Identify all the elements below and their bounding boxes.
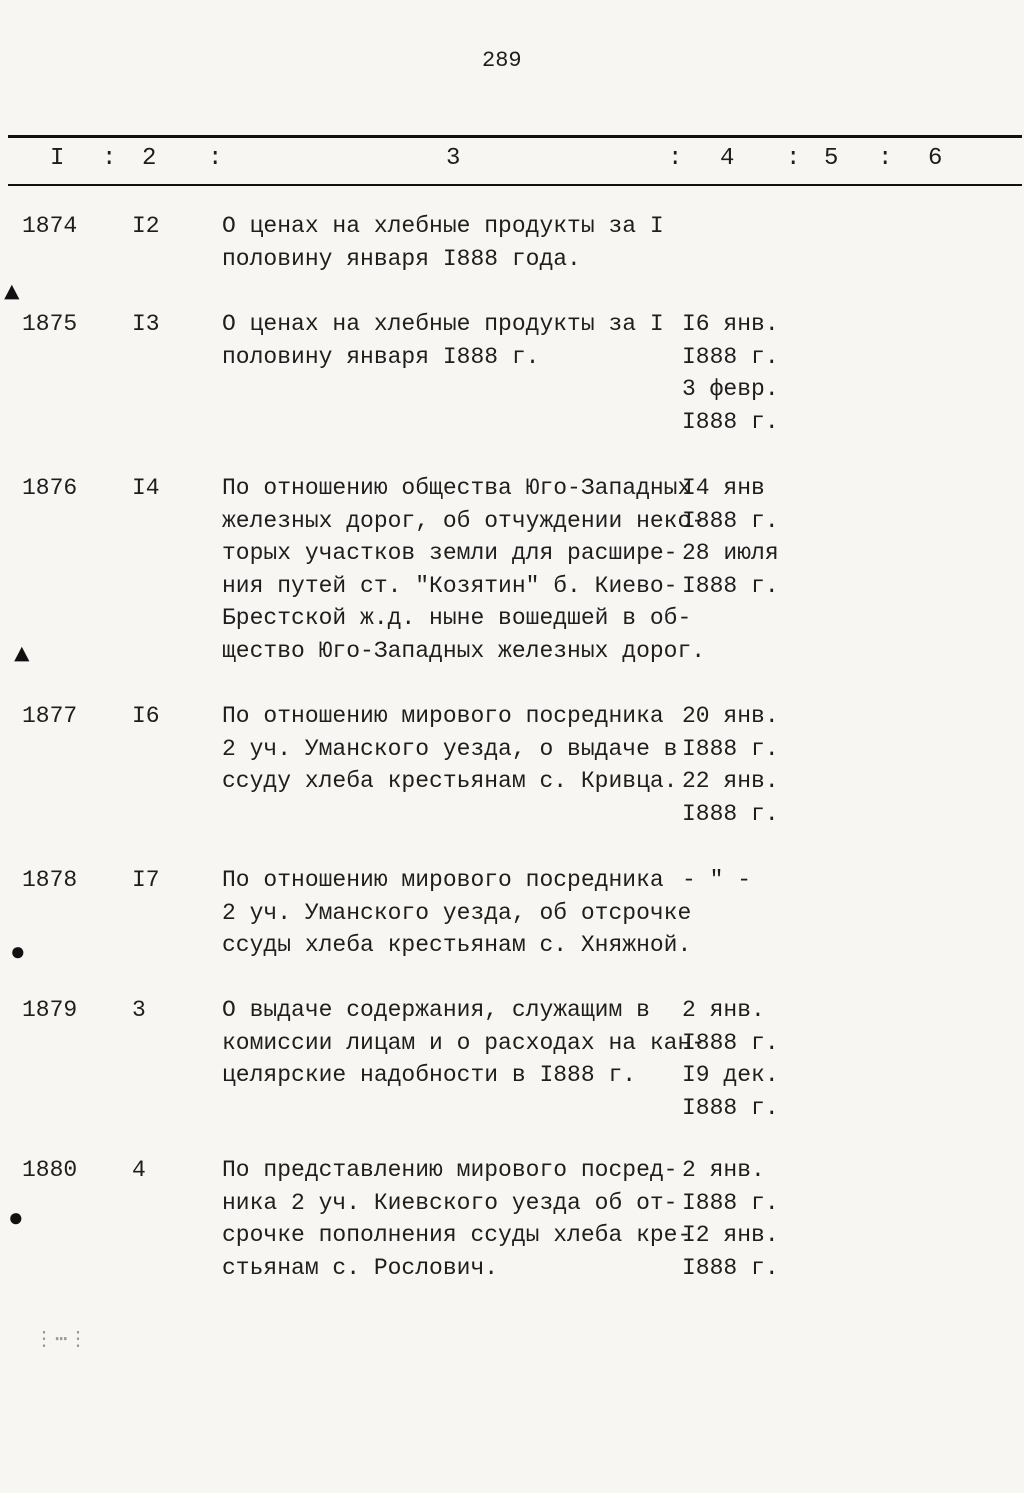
table-header-rule <box>8 184 1022 186</box>
record-sheet: I2 <box>132 213 160 239</box>
title-line: Брестской ж.д. ныне вошедшей в об- <box>222 605 692 631</box>
date-line: 28 июля <box>682 540 779 566</box>
date-line: I888 г. <box>682 408 779 435</box>
record-number: 1877 <box>22 703 78 729</box>
header-col1: I <box>50 145 65 172</box>
date-line: I888 г. <box>682 343 779 370</box>
record-sheet: 4 <box>132 1157 146 1183</box>
date-line: I888 г. <box>682 1029 779 1056</box>
title-line: 2 уч. Уманского уезда, об отсрочке <box>222 899 692 926</box>
title-line: торых участков земли для расшире- <box>222 540 678 566</box>
record-title <box>222 308 692 373</box>
record-sheet: 3 <box>132 997 146 1023</box>
record-sheet: I4 <box>132 475 160 501</box>
title-line: По отношению мирового посредника <box>222 867 664 893</box>
record-dates <box>682 994 812 1124</box>
title-line: О выдаче содержания, служащим в <box>222 997 650 1023</box>
record-title <box>222 210 692 275</box>
date-line: I888 г. <box>682 735 779 762</box>
title-line: срочке пополнения ссуды хлеба кре- <box>222 1222 692 1248</box>
record-sheet: I7 <box>132 867 160 893</box>
record-number: 1876 <box>22 475 78 501</box>
date-line: I888 г. <box>682 507 779 534</box>
record-dates <box>682 1154 812 1284</box>
record-number: 1879 <box>22 997 78 1023</box>
title-line: стьянам с. Рослович. <box>222 1254 499 1281</box>
faded-stamp-mark: ⋮⋯⋮ <box>34 1329 90 1352</box>
record-dates <box>682 308 812 438</box>
title-line: ссуды хлеба крестьянам с. Хняжной. <box>222 932 692 958</box>
title-line: По отношению мирового посредника <box>222 703 664 729</box>
record-title <box>222 700 692 798</box>
record-title <box>222 994 706 1092</box>
header-sep: : <box>102 145 117 172</box>
header-sep: : <box>208 145 223 172</box>
record-sheet: I6 <box>132 703 160 729</box>
record-dates <box>682 700 812 830</box>
date-line: I888 г. <box>682 1094 779 1121</box>
title-line: О ценах на хлебные продукты за I <box>222 213 664 239</box>
date-line: 2 янв. <box>682 997 765 1023</box>
column-header-row <box>0 145 1024 175</box>
header-sep: : <box>668 145 683 172</box>
binding-hole-mark: ▲ <box>14 640 30 670</box>
title-line: О ценах на хлебные продукты за I <box>222 311 664 337</box>
header-col4: 4 <box>720 145 735 172</box>
record-title <box>222 864 692 962</box>
record-number: 1878 <box>22 867 78 893</box>
date-line: I888 г. <box>682 572 779 599</box>
table-top-rule <box>8 135 1022 138</box>
date-line: 2 янв. <box>682 1157 765 1183</box>
date-line: I2 янв. <box>682 1222 779 1248</box>
title-line: половину января I888 г. <box>222 343 540 370</box>
header-col3: 3 <box>446 145 461 172</box>
record-number: 1875 <box>22 311 78 337</box>
title-line: По представлению мирового посред- <box>222 1157 678 1183</box>
record-dates <box>682 864 812 897</box>
date-line: I888 г. <box>682 1254 779 1281</box>
date-line: I4 янв <box>682 475 765 501</box>
record-dates <box>682 472 812 602</box>
title-line: комиссии лицам и о расходах на кан- <box>222 1029 706 1056</box>
record-sheet: I3 <box>132 311 160 337</box>
binding-hole-mark: ▲ <box>4 278 20 308</box>
header-sep: : <box>878 145 893 172</box>
page-number: 289 <box>482 48 522 73</box>
ditto-mark: - " - <box>682 867 752 893</box>
header-col5: 5 <box>824 145 839 172</box>
date-line: 22 янв. <box>682 768 779 794</box>
date-line: I888 г. <box>682 1189 779 1216</box>
record-title <box>222 1154 692 1284</box>
title-line: ния путей ст. "Козятин" б. Киево- <box>222 572 678 599</box>
title-line: железных дорог, об отчуждении неко- <box>222 507 706 534</box>
date-line: I888 г. <box>682 800 779 827</box>
header-col2: 2 <box>142 145 157 172</box>
header-col6: 6 <box>928 145 943 172</box>
record-number: 1880 <box>22 1157 78 1183</box>
date-line: I9 дек. <box>682 1062 779 1088</box>
title-line: По отношению общества Юго-Западных <box>222 475 692 501</box>
record-title <box>222 472 706 667</box>
header-sep: : <box>786 145 801 172</box>
title-line: 2 уч. Уманского уезда, о выдаче в <box>222 735 678 762</box>
title-line: половину января I888 года. <box>222 245 581 272</box>
binding-hole-mark: ● <box>10 938 26 968</box>
title-line: целярские надобности в I888 г. <box>222 1062 637 1088</box>
binding-hole-mark: ● <box>8 1204 24 1234</box>
record-number: 1874 <box>22 213 78 239</box>
date-line: I6 янв. <box>682 311 779 337</box>
title-line: ника 2 уч. Киевского уезда об от- <box>222 1189 678 1216</box>
date-line: 20 янв. <box>682 703 779 729</box>
date-line: 3 февр. <box>682 376 779 402</box>
title-line: щество Юго-Западных железных дорог. <box>222 637 706 664</box>
title-line: ссуду хлеба крестьянам с. Кривца. <box>222 768 678 794</box>
